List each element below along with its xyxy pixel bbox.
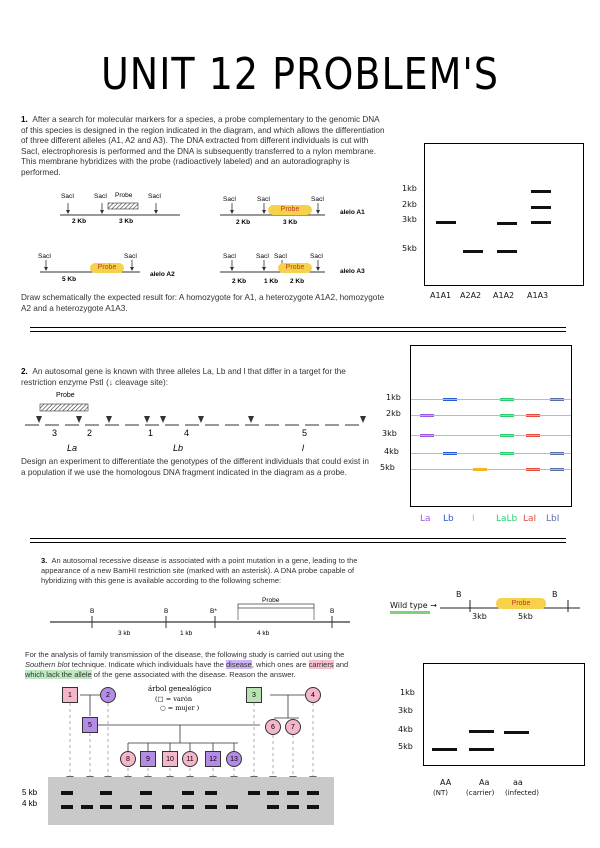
q3-wt-frag-3kb: 3kb bbox=[472, 612, 487, 621]
q1-number: 1. bbox=[21, 115, 28, 124]
blot-5-4kb bbox=[140, 805, 152, 809]
individual-2: 2 bbox=[100, 687, 116, 703]
q1-text: After a search for molecular markers for a species, a probe complementary to the genomic DNA of this species is designed in the region indicated in the diagram, and which allows the differentiation of three different alleles (A1, A2 and A3). The DNA extracted from different individuals is cut with SacI, electrophoresis is performed and the DNA is subsequently transferred to a nylon membrane. This membrane hybridizes with the probe (radioactively labeled) and an autoradiography is performed. bbox=[21, 115, 385, 177]
q2-lane-l: I bbox=[472, 514, 475, 524]
blot-10-5kb bbox=[248, 791, 260, 795]
blot-2-4kb bbox=[81, 805, 93, 809]
separator-2 bbox=[30, 538, 566, 539]
q3-text-b4: and bbox=[335, 660, 349, 669]
blot-12-5kb bbox=[287, 791, 299, 795]
page-title: UNIT 12 PROBLEM'S bbox=[100, 48, 499, 100]
q3-site-b2: B bbox=[164, 608, 169, 615]
q1-band-a1a3-2kb bbox=[531, 206, 551, 209]
q3-text-a: An autosomal recessive disease is associated with a point mutation in a gene, leading to the appearance of a new BamHI restriction site (marked with an asterisk). A DNA probe capable of hybridizing with this gene is available according to the following scheme: bbox=[41, 556, 358, 585]
q1-lane-a1a3: A1A3 bbox=[527, 291, 549, 300]
separator-1 bbox=[30, 327, 566, 328]
q1-gel-label-5kb: 5kb bbox=[402, 244, 417, 253]
blot-1-4kb bbox=[61, 805, 73, 809]
q2-gel-label-5kb: 5kb bbox=[380, 463, 395, 472]
q3-gel-label-3kb: 3kb bbox=[398, 706, 413, 715]
q3-band-infected-4kb bbox=[504, 731, 529, 734]
q3-band-carrier-5kb bbox=[469, 748, 494, 751]
q1-a3-seg1: 2 Kb bbox=[232, 278, 247, 285]
q3-text-b2: technique. Indicate which individuals have the bbox=[71, 660, 224, 669]
q3-text-b bbox=[25, 650, 365, 680]
q2-lane-lalb: LaLb bbox=[496, 514, 518, 524]
q2-guide-3 bbox=[411, 435, 571, 436]
q3-lane-sub-nt: (NT) bbox=[433, 789, 448, 797]
q3-southern: Southern blot bbox=[25, 660, 70, 669]
q3-legend-female: ○ = mujer ) bbox=[160, 704, 200, 712]
q1-gel-label-2kb: 2kb bbox=[402, 200, 417, 209]
blot-11-4kb bbox=[267, 805, 279, 809]
separator-1b bbox=[30, 331, 566, 332]
q3-text-block bbox=[41, 556, 371, 585]
q3-wt-probe: Probe bbox=[496, 598, 546, 609]
individual-5: 5 bbox=[82, 717, 98, 733]
q1-probe-label: Probe bbox=[115, 192, 133, 199]
q1-a2-seg1: 5 Kb bbox=[62, 276, 77, 283]
q1-a3-seg2: 1 Kb bbox=[264, 278, 279, 285]
q3-lane-sub-carrier: (carrier) bbox=[466, 789, 495, 797]
q2-gel bbox=[410, 345, 572, 507]
individual-12: 12 bbox=[205, 751, 221, 767]
individual-3: 3 bbox=[246, 687, 262, 703]
q3-frag-3kb: 3 kb bbox=[118, 630, 131, 637]
q3-text-b5: of the gene associated with the disease. Reason the answer. bbox=[93, 670, 296, 679]
q1-lane-a1a1: A1A1 bbox=[430, 291, 452, 300]
q3-gel bbox=[423, 663, 585, 766]
blot-13-5kb bbox=[307, 791, 319, 795]
q1-question: Draw schematically the expected result for: A homozygote for A1, a heterozygote A1A2, homozygote A2 and a heterozygote A1A3. bbox=[21, 293, 385, 313]
individual-9: 9 bbox=[140, 751, 156, 767]
q1-band-a2a2-5kb bbox=[463, 250, 483, 253]
q3-wt-b1: B bbox=[456, 590, 462, 599]
q2-allele-lb: Lb bbox=[173, 443, 184, 453]
q2-guide-1 bbox=[411, 399, 571, 400]
q2-lane-lbl: LbI bbox=[546, 514, 560, 524]
q3-gel-label-5kb: 5kb bbox=[398, 742, 413, 751]
separator-2b bbox=[30, 542, 566, 543]
q2-lane-lb: Lb bbox=[443, 514, 454, 524]
q1-saci-2: SacI bbox=[94, 193, 108, 200]
q3-carriers: carriers bbox=[308, 660, 334, 669]
q2-question: Design an experiment to differentiate the genotypes of the different individuals that could exist in a population if we use the homologous DNA fragment indicated in the diagram as a probe. bbox=[21, 457, 369, 477]
q1-saci-1: SacI bbox=[61, 193, 75, 200]
blot-11-5kb bbox=[267, 791, 279, 795]
q1-saci-11: SacI bbox=[274, 253, 288, 260]
q3-restriction-map bbox=[40, 596, 360, 641]
q1-gel-label-3kb: 3kb bbox=[402, 215, 417, 224]
q1-saci-5: SacI bbox=[257, 196, 271, 203]
q1-saci-7: SacI bbox=[38, 253, 52, 260]
q3-blot-label-5kb: 5 kb bbox=[22, 788, 38, 797]
q2-text-block bbox=[21, 367, 371, 388]
blot-5-5kb bbox=[140, 791, 152, 795]
individual-6: 6 bbox=[265, 719, 281, 735]
blot-6-4kb bbox=[162, 805, 174, 809]
q2-gel-label-3kb: 3kb bbox=[382, 429, 397, 438]
q3-blot-label-4kb: 4 kb bbox=[22, 799, 38, 808]
q3-wt-b2: B bbox=[552, 590, 558, 599]
blot-12-4kb bbox=[287, 805, 299, 809]
q2-allele-la: La bbox=[67, 443, 78, 453]
q3-band-aa-5kb bbox=[432, 748, 457, 751]
q3-frag-4kb: 4 kb bbox=[257, 630, 270, 637]
q1-saci-3: SacI bbox=[148, 193, 162, 200]
blot-1-5kb bbox=[61, 791, 73, 795]
q3-probe-label: Probe bbox=[262, 597, 280, 604]
q3-band-carrier-4kb bbox=[469, 730, 494, 733]
q3-text-b3: , which ones are bbox=[251, 660, 307, 669]
individual-7: 7 bbox=[285, 719, 301, 735]
q1-saci-4: SacI bbox=[223, 196, 237, 203]
q2-guide-2 bbox=[411, 415, 571, 416]
blot-8-4kb bbox=[205, 805, 217, 809]
q3-lane-carrier: Aa bbox=[479, 778, 490, 787]
q1-a1-seg1: 2 Kb bbox=[72, 218, 87, 225]
q3-gel-label-4kb: 4kb bbox=[398, 725, 413, 734]
blot-13-4kb bbox=[307, 805, 319, 809]
q1-allele-a1: alelo A1 bbox=[340, 209, 365, 216]
q1-a1r-seg1: 2 Kb bbox=[236, 219, 251, 226]
q1-probe-highlight-a3: Probe bbox=[278, 263, 312, 273]
q3-number: 3. bbox=[41, 556, 48, 565]
q1-probe-highlight-a2: Probe bbox=[90, 263, 124, 273]
q1-allele-a3: alelo A3 bbox=[340, 268, 365, 275]
q1-probe-highlight-a1: Probe bbox=[268, 205, 312, 215]
q1-text-block bbox=[21, 115, 386, 179]
q3-wild-type: Wild type → bbox=[390, 601, 437, 610]
q3-wt-frag-5kb: 5kb bbox=[518, 612, 533, 621]
individual-4: 4 bbox=[305, 687, 321, 703]
q2-guide-4 bbox=[411, 453, 571, 454]
q2-allele-l: l bbox=[302, 443, 304, 453]
blot-8-5kb bbox=[205, 791, 217, 795]
q1-saci-12: SacI bbox=[310, 253, 324, 260]
blot-7-4kb bbox=[182, 805, 194, 809]
q2-probe-label: Probe bbox=[56, 392, 75, 399]
q3-site-b1: B bbox=[90, 608, 95, 615]
q3-pedigree bbox=[20, 683, 338, 828]
blot-3-5kb bbox=[100, 791, 112, 795]
q2-guide-5 bbox=[411, 469, 571, 470]
blot-3-4kb bbox=[100, 805, 112, 809]
q3-wild-type-highlight bbox=[390, 611, 430, 614]
q2-frag-l-5: 5 bbox=[302, 428, 308, 438]
q3-gel-label-1kb: 1kb bbox=[400, 688, 415, 697]
blot-4-4kb bbox=[120, 805, 132, 809]
q1-saci-10: SacI bbox=[256, 253, 270, 260]
q2-lane-lal: LaI bbox=[523, 514, 537, 524]
q2-text: An autosomal gene is known with three alleles La, Lb and l that differ in a target for the restriction enzyme PstI (↓ cleavage site): bbox=[21, 367, 346, 387]
q1-saci-8: SacI bbox=[124, 253, 138, 260]
individual-10: 10 bbox=[162, 751, 178, 767]
q3-text-b1: For the analysis of family transmission of the disease, the following study is carried out using the bbox=[25, 650, 345, 659]
q2-frag-lb-4: 4 bbox=[184, 428, 190, 438]
q3-disease: disease bbox=[226, 660, 252, 669]
individual-1: 1 bbox=[62, 687, 78, 703]
q3-lane-aa: AA bbox=[440, 778, 452, 787]
q2-lane-la: La bbox=[420, 514, 431, 524]
q2-frag-la-2: 2 bbox=[87, 428, 93, 438]
q3-southern-blot bbox=[48, 777, 334, 825]
blot-9-4kb bbox=[226, 805, 238, 809]
q1-allele-a2: alelo A2 bbox=[150, 271, 175, 278]
q3-legend-male: (□ = varón bbox=[155, 695, 193, 703]
q1-gel-label-1kb: 1kb bbox=[402, 184, 417, 193]
q3-lane-sub-infected: (infected) bbox=[505, 789, 539, 797]
q2-gel-label-1kb: 1kb bbox=[386, 393, 401, 402]
q1-a3-seg3: 2 Kb bbox=[290, 278, 305, 285]
q3-lack: which lack the allele bbox=[25, 670, 92, 679]
individual-13: 13 bbox=[226, 751, 242, 767]
q1-a1-seg2: 3 Kb bbox=[119, 218, 134, 225]
q1-a1r-seg2: 3 Kb bbox=[283, 219, 298, 226]
q2-gel-label-4kb: 4kb bbox=[384, 447, 399, 456]
q1-band-a1a3-1kb bbox=[531, 190, 551, 193]
q2-gel-label-2kb: 2kb bbox=[386, 409, 401, 418]
q1-saci-6: SacI bbox=[311, 196, 325, 203]
individual-11: 11 bbox=[182, 751, 198, 767]
q1-band-a1a2-3kb bbox=[497, 222, 517, 225]
q1-band-a1a2-5kb bbox=[497, 250, 517, 253]
q1-lane-a1a2: A1A2 bbox=[493, 291, 515, 300]
blot-7-5kb bbox=[182, 791, 194, 795]
q1-saci-9: SacI bbox=[223, 253, 237, 260]
q1-band-a1a1-3kb bbox=[436, 221, 456, 224]
individual-8: 8 bbox=[120, 751, 136, 767]
q2-frag-la-3: 3 bbox=[52, 428, 58, 438]
q3-frag-1kb: 1 kb bbox=[180, 630, 193, 637]
q3-site-b4: B bbox=[330, 608, 335, 615]
q3-site-b3: B* bbox=[210, 608, 217, 615]
q1-gel bbox=[424, 143, 584, 286]
q3-tree-title: árbol genealógico bbox=[148, 685, 212, 693]
q1-lane-a2a2: A2A2 bbox=[460, 291, 482, 300]
q2-number: 2. bbox=[21, 367, 28, 376]
q3-lane-infected: aa bbox=[513, 778, 523, 787]
q2-frag-lb-1: 1 bbox=[148, 428, 154, 438]
q1-band-a1a3-3kb bbox=[531, 221, 551, 224]
